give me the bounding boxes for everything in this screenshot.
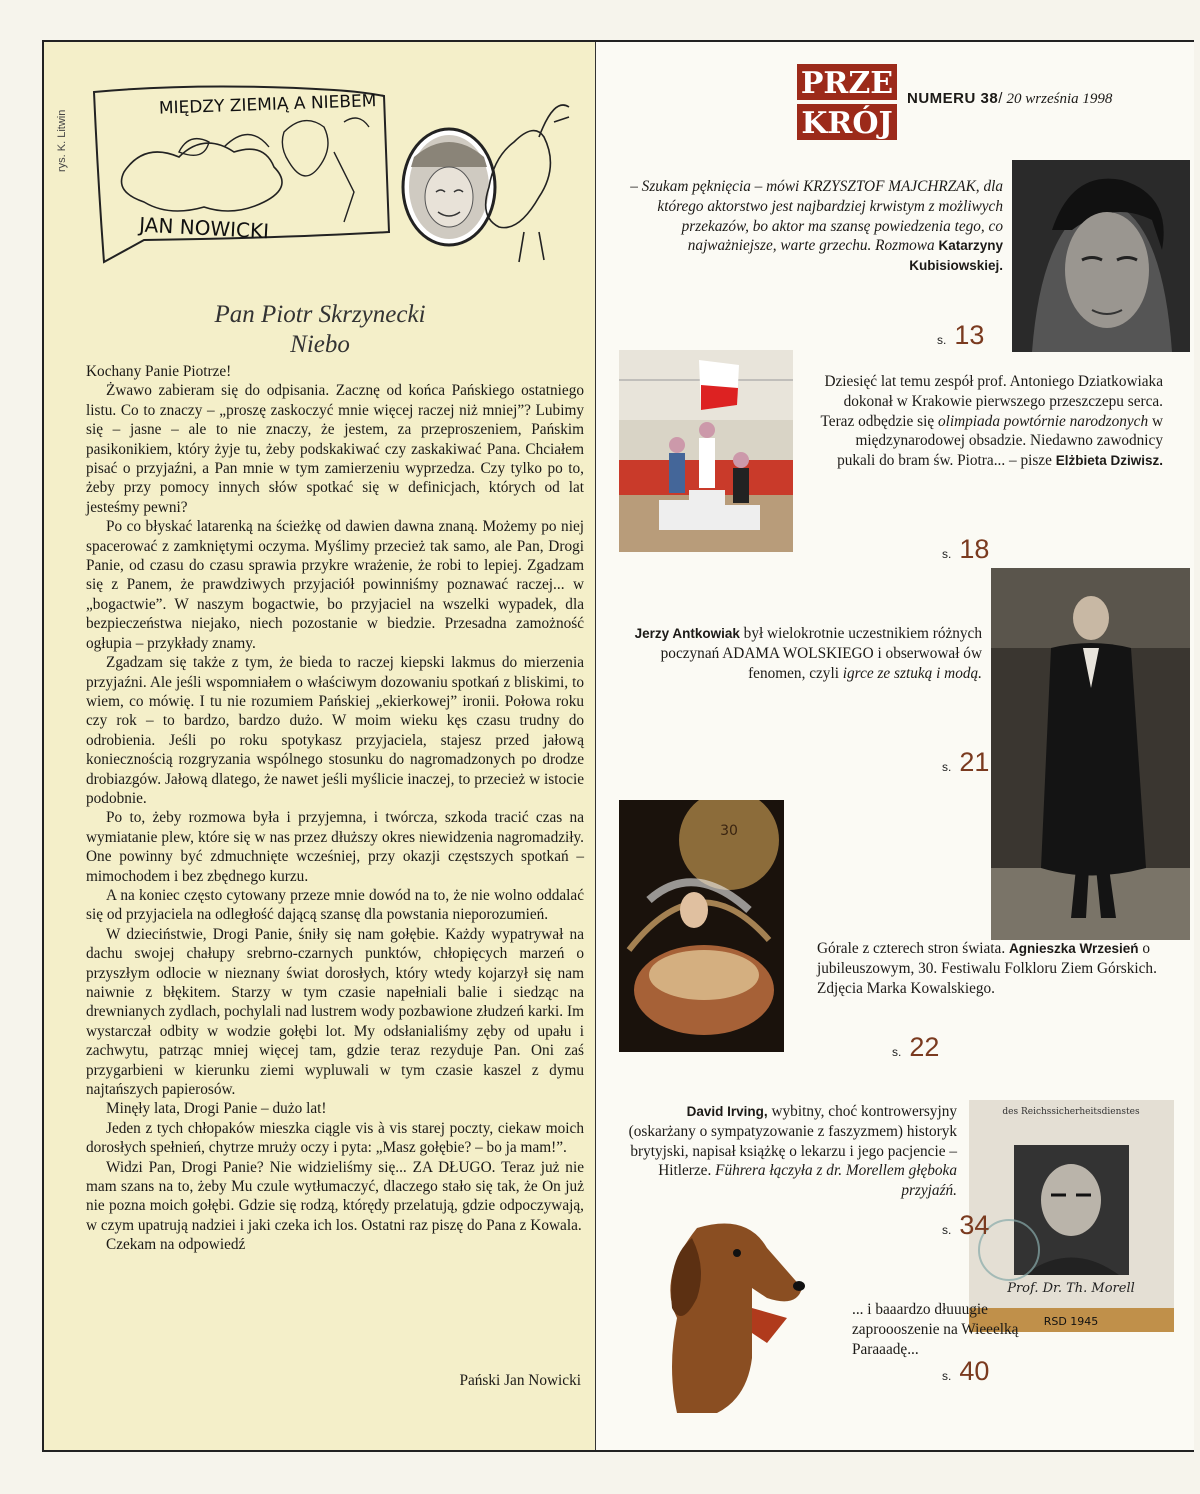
letter-paragraph: A na koniec często cytowany przeze mnie dowód na to, że nie wolno oddalać się od przyjaciela na odległość dającą szansę dla powstania nieporozumień. bbox=[86, 886, 584, 924]
page-ref-34[interactable] bbox=[942, 1210, 989, 1241]
column-masthead-drawing bbox=[84, 62, 584, 292]
page-number: 34 bbox=[959, 1210, 990, 1240]
przekroj-logo bbox=[797, 62, 901, 142]
issue-line: NUMERU 38/ 20 września 1998 bbox=[907, 90, 1113, 107]
page-ref-18[interactable] bbox=[942, 534, 989, 565]
folklore-festival-photo bbox=[619, 800, 784, 1052]
blurb-text: Górale z czterech stron świata. bbox=[817, 940, 1009, 957]
issue-date: 20 września 1998 bbox=[1006, 91, 1113, 107]
author-name: David Irving, bbox=[686, 1104, 768, 1119]
blurb-text: Dziesięć lat temu zespół prof. Antoniego Dziatkowiaka dokonał w Krakowie pierwszego przeszczepu serca. Teraz odbędzie się bbox=[820, 373, 1163, 430]
transplant-olympiad-photo bbox=[619, 350, 793, 552]
drawing-header-lettering: MIĘDZY ZIEMIĄ A NIEBEM bbox=[158, 91, 377, 119]
letter-title-addressee: Pan Piotr Skrzynecki bbox=[214, 301, 426, 328]
contents-item-antkowiak[interactable] bbox=[627, 624, 982, 683]
blurb-text: – Szukam pęknięcia – mówi KRZYSZTOF MAJCHRZAK, dla którego aktorstwo jest najbardziej krwistym z możliwych przekazów, bo aktor ma szansę powiedzenia tego, co najważniejsze, warte grzechu. Rozmowa bbox=[630, 178, 1003, 255]
letter-title bbox=[44, 300, 596, 360]
letter-closing: Czekam na odpowiedź bbox=[106, 1236, 246, 1254]
magazine-page bbox=[42, 40, 1194, 1452]
letter-paragraph: Żwawo zabieram się do odpisania. Zacznę od końca Pańskiego ostatniego listu. Co to znaczy – „proszę zaskoczyć mnie więcej raczej niż mniej”? Lubimy się – jasne – ale to nie znaczy, że jestem, za przeproszeniem, Pańskim pasikonikiem, który żyje tu, żeby podskakiwać czy zaskakiwać Pana. Chciałem pisać o przyjaźni, a Pan mnie w tym zamierzeniu wyprzedza. Czy tylko po to, żeby przy pomocy innych słów spotkać się w definicjach, których od lat jesteśmy pewni? bbox=[86, 382, 584, 516]
page-ref-13[interactable] bbox=[937, 320, 984, 351]
letter-signature: Pański Jan Nowicki bbox=[459, 1372, 581, 1389]
letter-paragraph: Po co błyskać latarenką na ścieżkę od dawien dawna znaną. Możemy po niej spacerować z zamkniętymi oczyma. Myślimy przecież tak samo, ale Pan, Drogi Panie, od czasu do czasu sprawia przykre wrażenie, że robi to lepiej. Zgadzam się z Panem, że prawdziwych przyjaciół powinniśmy poznawać raczej... w „bogactwie”. W naszym bogactwie, bo przyjaciel na wszelki wypadek, dla bezpieczeństwa niejako, niech pozostanie w biedzie. Przesadna zamożność ogłupia – przykłady znamy. bbox=[86, 518, 584, 652]
page-prefix: s. bbox=[942, 760, 952, 774]
illustration-credit: rys. K. Litwin bbox=[56, 109, 68, 172]
page-number: 22 bbox=[909, 1032, 940, 1062]
blurb-text: w międzynarodowej obsadzie. Niedawno zawodnicy pukali do bram św. Piotra... – pisze bbox=[837, 412, 1163, 470]
page-prefix: s. bbox=[942, 1369, 952, 1383]
document-header-text: des Reichssicherheitsdienstes bbox=[1002, 1107, 1140, 1117]
fashion-runway-photo bbox=[991, 568, 1190, 940]
author-name: Agnieszka Wrzesień bbox=[1008, 941, 1139, 956]
page-ref-22[interactable] bbox=[892, 1032, 939, 1063]
contents-item-majchrzak[interactable] bbox=[627, 177, 1003, 276]
blurb-text: wybitny, choć kontrowersyjny (oskarżany o sympatyzowanie z faszyzmem) historyk brytyjski, napisał książkę o lekarzu i jego pacjencie – Hitlerze. bbox=[628, 1103, 957, 1180]
letter-column bbox=[44, 42, 596, 1450]
blurb-text: ... i baaardzo dłuuugie zaproooszenie na Wieeelką Paraaadę... bbox=[852, 1301, 1019, 1358]
page-number: 40 bbox=[959, 1356, 990, 1386]
author-name: Katarzyny Kubisiowskiej. bbox=[909, 238, 1003, 274]
blurb-emphasis: igrce ze sztuką i modą. bbox=[842, 664, 982, 682]
logo-text-bottom: KRÓJ bbox=[801, 106, 893, 141]
dachshund-photo bbox=[637, 1218, 809, 1418]
contents-item-festival[interactable] bbox=[817, 939, 1177, 998]
blurb-emphasis: olimpiada powtórnie narodzonych bbox=[937, 412, 1149, 430]
contents-item-parade[interactable] bbox=[852, 1300, 1072, 1359]
document-signature-text: Prof. Dr. Th. Morell bbox=[1007, 1281, 1135, 1296]
page-number: 18 bbox=[959, 534, 990, 564]
document-stamp-text: RSD 1945 bbox=[1043, 1315, 1099, 1328]
letter-paragraph: Po to, żeby rozmowa była i przyjemna, i twórcza, szkoda tracić czas na wymiatanie plew, które się w nas przez dłuższy okres niewidzenia nagromadziły. One powinny być zdmuchnięte wcześniej, przy okazji częstszych spotkań – mimochodem i bez zbędnego kurzu. bbox=[86, 809, 584, 885]
blurb-text: o jubileuszowym, 30. Festiwalu Folkloru Ziem Górskich. Zdjęcia Marka Kowalskiego. bbox=[817, 940, 1157, 997]
page-prefix: s. bbox=[937, 333, 947, 347]
contents-item-transplant-olympiad[interactable] bbox=[817, 372, 1163, 471]
author-name: Jerzy Antkowiak bbox=[634, 626, 740, 641]
letter-paragraph: Jeden z tych chłopaków mieszka ciągle vis à vis starej poczty, ciekaw moich dorosłych spełnień, chytrze mruży oczy i pyta: „Masz gołębie? – bo ja mam!”. bbox=[86, 1119, 584, 1157]
letter-paragraph: W dzieciństwie, Drogi Panie, śniły się nam gołębie. Każdy wypatrywał na dachu swojej chałupy srebrno-czarnych punktów, chłopięcych marzeń o przyszłym odlocie w nieznany świat dorosłych, który wtedy kojarzył się nam naiwnie z błękitem. Starzy w tym czasie napełniali balie i siedząc na drewnianych zydlach, pochylali nad lustrem wody pozbawione złudzeń karki. Im wystarczał odbity w wodzie gołębi lot. My odsłanialiśmy zęby od upału i zachwytu, patrząc mniej więcej tam, gdzie teraz rezyduje Pan. Oni zaś przygarbieni w kierunku ziemi wypluwali w tym czasie kaszel z dymu najtańszych papierosów. bbox=[86, 925, 584, 1099]
letter-paragraph: Zgadzam się także z tym, że bieda to raczej kiepski lakmus do mierzenia przyjaźni. Ale jeśli wspomniałem o właściwym dozowaniu spotkań z bliskimi, to wiem, co mówię. I tu nie rozumiem Pańskiej „ekierkowej” ironii. Połowa roku czy rok – to bardzo, bardzo dużo. W moim wieku kęs czasu trudny do odrobienia. Jeśli po roku spotykasz przyjaciela, stajesz przed jałową koniecznością rozgryzania wspólnego stosunku do nagromadzonych po drodze drobiazgów. Jałową dlatego, że nawet jeśli myślicie inaczej, to przecież w istocie podobnie. bbox=[86, 654, 584, 807]
author-name: Elżbieta Dziwisz. bbox=[1055, 453, 1163, 469]
page-ref-40[interactable] bbox=[942, 1356, 989, 1387]
drawing-author-lettering: JAN NOWICKI bbox=[138, 212, 270, 244]
festival-sign-number: 30 bbox=[720, 823, 738, 839]
issue-number: NUMERU 38 bbox=[907, 90, 999, 107]
page-number: 21 bbox=[959, 747, 990, 777]
letter-title-subject: Niebo bbox=[290, 331, 350, 358]
letter-body bbox=[86, 362, 584, 1255]
letter-paragraph: Minęły lata, Drogi Panie – dużo lat! bbox=[106, 1100, 327, 1118]
letter-salutation: Kochany Panie Piotrze! bbox=[86, 363, 232, 380]
blurb-emphasis: Führera łączyła z dr. Morellem głęboka przyjaźń. bbox=[715, 1162, 957, 1200]
page-prefix: s. bbox=[942, 547, 952, 561]
logo-text-top: PRZE bbox=[800, 66, 894, 101]
page-prefix: s. bbox=[942, 1223, 952, 1237]
letter-paragraph: Widzi Pan, Drogi Panie? Nie widzieliśmy się... ZA DŁUGO. Teraz już nie mam szans na to, żeby Mu czule wytłumaczyć, dlaczego stało się tak, że On już nie pozna moich gołębi. Gdzie się rodzą, którędy przelatują, gdzie odpoczywają, w czym upatrują nadziei i jaki czeka ich los. Ostatni raz piszę do Pana z Kowala. bbox=[86, 1158, 584, 1234]
page-number: 13 bbox=[954, 320, 985, 350]
blurb-text: był wielokrotnie uczestnikiem różnych poczynań ADAMA WOLSKIEGO i obserwował ów fenomen, czyli bbox=[660, 625, 982, 682]
majchrzak-portrait-photo bbox=[1012, 160, 1190, 352]
contents-column bbox=[597, 42, 1194, 1450]
morell-identity-document-photo bbox=[969, 1100, 1174, 1332]
contents-item-irving[interactable] bbox=[627, 1102, 957, 1201]
page-prefix: s. bbox=[892, 1045, 902, 1059]
page-ref-21[interactable] bbox=[942, 747, 989, 778]
